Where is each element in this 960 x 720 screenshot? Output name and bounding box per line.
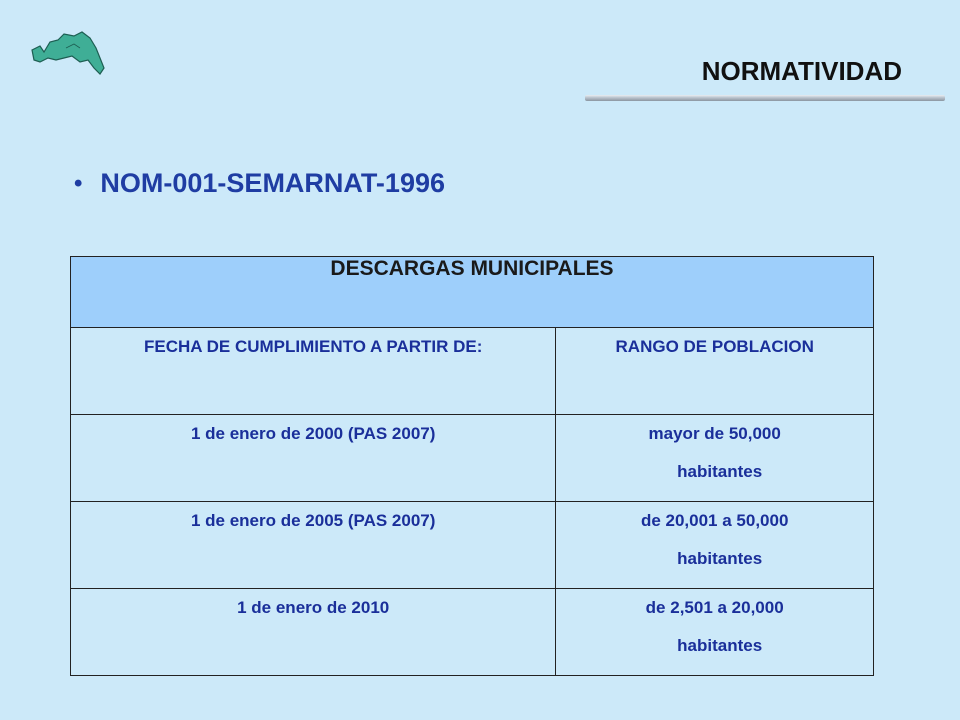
rango-line-1: de 2,501 a 20,000 [645, 598, 784, 617]
state-map-icon [30, 30, 106, 78]
cell-rango [556, 589, 874, 676]
descargas-table [70, 256, 874, 676]
page-title: NORMATIVIDAD [701, 56, 902, 86]
table-header-row [71, 257, 874, 328]
bullet-item [74, 168, 445, 199]
title-underline [585, 95, 945, 101]
table-row [71, 502, 874, 589]
cell-fecha: 1 de enero de 2000 (PAS 2007) [71, 415, 556, 502]
table-row [71, 415, 874, 502]
rango-line-2: habitantes [677, 462, 763, 481]
cell-rango [556, 502, 874, 589]
cell-fecha: 1 de enero de 2005 (PAS 2007) [71, 502, 556, 589]
cell-rango [556, 415, 874, 502]
column-header-row [71, 328, 874, 415]
column-header-fecha: FECHA DE CUMPLIMIENTO A PARTIR DE: [71, 328, 556, 415]
table-row [71, 589, 874, 676]
table-title: DESCARGAS MUNICIPALES [71, 257, 874, 328]
cell-fecha: 1 de enero de 2010 [71, 589, 556, 676]
column-header-rango: RANGO DE POBLACION [556, 328, 874, 415]
rango-line-2: habitantes [677, 549, 763, 568]
bullet-dot-icon: • [74, 169, 83, 197]
rango-line-2: habitantes [677, 636, 763, 655]
rango-line-1: de 20,001 a 50,000 [640, 511, 789, 530]
rango-line-1: mayor de 50,000 [648, 424, 781, 443]
norm-code: NOM-001-SEMARNAT-1996 [100, 168, 445, 198]
